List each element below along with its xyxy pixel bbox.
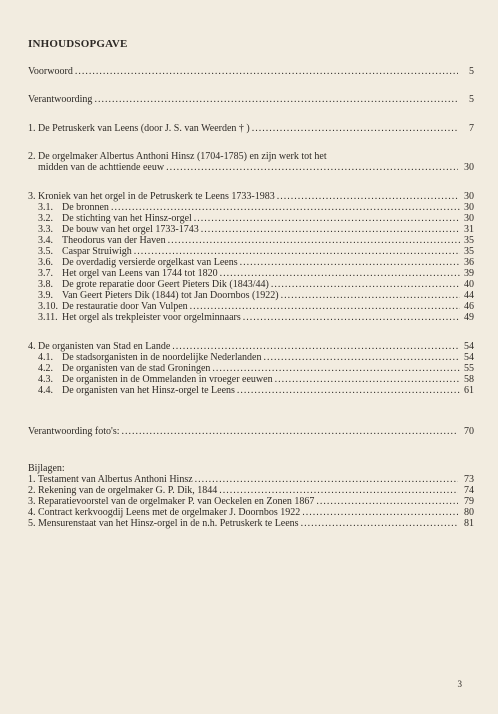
toc-title: De orgelmaker Albertus Anthoni Hinsz (1704-1785) en zijn werk tot het (38, 151, 327, 162)
toc-number: 4. (28, 341, 36, 352)
toc-section: 3.4. Theodorus van der Haven ..... 35 (38, 235, 474, 246)
dot-leader (94, 94, 458, 105)
toc-chapter-2-line2 (38, 162, 474, 173)
dot-leader (277, 191, 458, 202)
toc-title: Verantwoording foto's: (28, 426, 120, 437)
toc-chapter-2-line1 (28, 151, 474, 162)
toc-section: 3.1. De bronnen ..... 30 (38, 202, 474, 213)
toc-appendix: 4. Contract kerkvoogdij Leens met de orgelmaker J. Doornbos 1922 ..... 80 (28, 507, 474, 518)
toc-heading: INHOUDSOPGAVE (28, 38, 128, 50)
toc-page: 70 (464, 426, 474, 437)
dot-leader (122, 426, 458, 437)
toc-number: 1. (28, 123, 36, 134)
toc-appendix: 2. Rekening van de orgelmaker G. P. Dik, 1844 ..... 74 (28, 485, 474, 496)
toc-title: Verantwoording (28, 94, 93, 105)
toc-section: 3.5. Caspar Struiwigh ..... 35 (38, 246, 474, 257)
toc-appendix: 3. Reparatievoorstel van de orgelmaker P. van Oeckelen en Zonen 1867 ..... 79 (28, 496, 474, 507)
toc-chapter-4 (28, 341, 474, 352)
toc-title: Voorwoord (28, 66, 73, 77)
toc-page: 7 (469, 123, 474, 134)
toc-entry-voorwoord (28, 66, 474, 77)
toc-section: 4.2. De organisten van de stad Groningen ..... 55 (38, 363, 474, 374)
toc-section: 3.10. De restauratie door Van Vulpen ..... 46 (38, 301, 474, 312)
toc-title: De organisten van Stad en Lande (38, 341, 171, 352)
toc-section: 3.7. Het orgel van Leens van 1744 tot 1820 ..... 39 (38, 268, 474, 279)
toc-chapter-1 (28, 123, 474, 134)
toc-page: 30 (464, 191, 474, 202)
toc-section: 3.3. De bouw van het orgel 1733-1743 ..... 31 (38, 224, 474, 235)
dot-leader (252, 123, 458, 134)
toc-section: 3.6. De overdadig versierde orgelkast van Leens ..... 36 (38, 257, 474, 268)
toc-section: 3.2. De stichting van het Hinsz-orgel ..... 30 (38, 213, 474, 224)
toc-page: 54 (464, 341, 474, 352)
dot-leader (166, 162, 458, 173)
toc-entry-verantwoording (28, 94, 474, 105)
toc-section: 3.11. Het orgel als trekpleister voor orgelminnaars ..... 49 (38, 312, 474, 323)
dot-leader (172, 341, 458, 352)
toc-appendix: 5. Mensurenstaat van het Hinsz-orgel in de n.h. Petruskerk te Leens ..... 81 (28, 518, 474, 529)
toc-page: 5 (469, 66, 474, 77)
toc-title: De Petruskerk van Leens (door J. S. van Weerden † ) (38, 123, 250, 134)
toc-section: 4.4. De organisten van het Hinsz-orgel te Leens ..... 61 (38, 385, 474, 396)
toc-number: 3. (28, 191, 36, 202)
bijlagen-label: Bijlagen: (28, 463, 65, 474)
toc-page: 30 (464, 162, 474, 173)
dot-leader (75, 66, 458, 77)
toc-section: 4.3. De organisten in de Ommelanden in vroeger eeuwen ..... 58 (38, 374, 474, 385)
toc-section: 4.1. De stadsorganisten in de noordelijke Nederlanden ..... 54 (38, 352, 474, 363)
page-number: 3 (457, 679, 462, 689)
toc-section: 3.9. Van Geert Pieters Dik (1844) tot Jan Doornbos (1922) ..... 44 (38, 290, 474, 301)
toc-title: Kroniek van het orgel in de Petruskerk te Leens 1733-1983 (38, 191, 275, 202)
toc-appendix: 1. Testament van Albertus Anthoni Hinsz ..... 73 (28, 474, 474, 485)
toc-chapter-3 (28, 191, 474, 202)
toc-title-cont: midden van de achttiende eeuw (38, 162, 165, 173)
toc-page: 5 (469, 94, 474, 105)
toc-entry-photos (28, 426, 474, 437)
toc-section: 3.8. De grote reparatie door Geert Pieters Dik (1843/44) ..... 40 (38, 279, 474, 290)
toc-number: 2. (28, 151, 36, 162)
